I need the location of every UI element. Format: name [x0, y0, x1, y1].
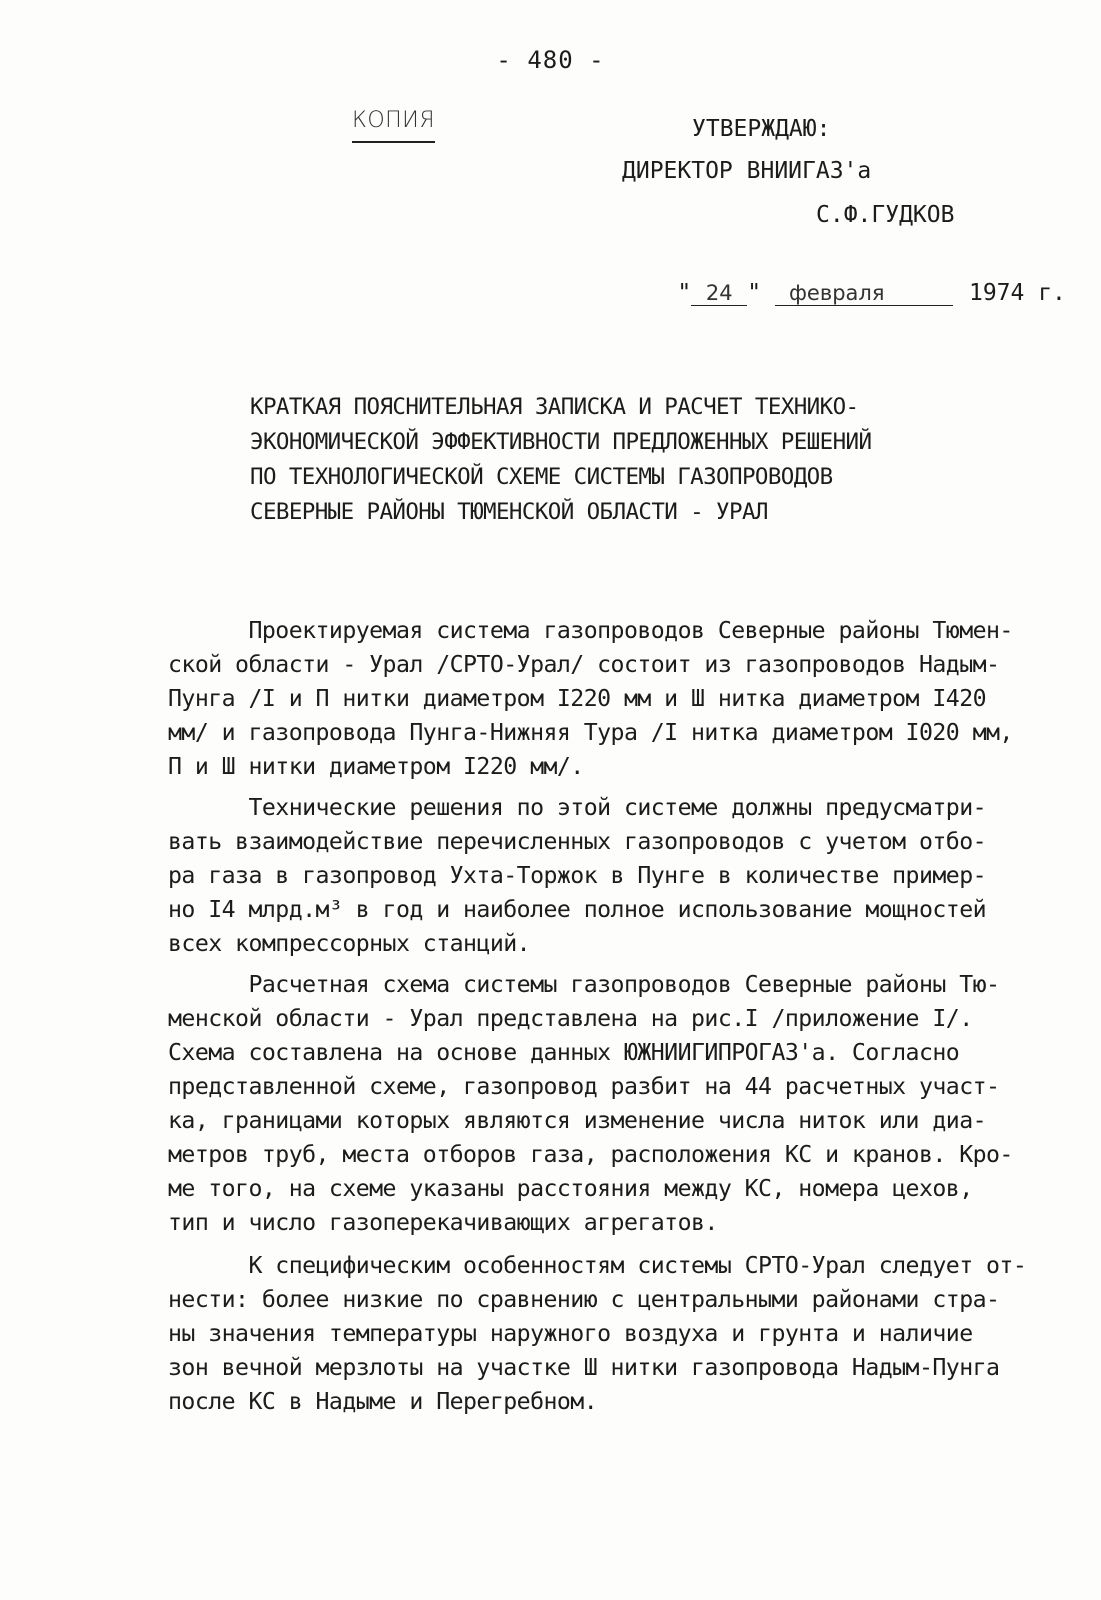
text-line: Схема составлена на основе данных ЮЖНИИГИПРОГАЗ'а. Согласно — [168, 1039, 960, 1066]
date-day: 24 — [691, 281, 747, 306]
title-line: ЭКОНОМИЧЕСКОЙ ЭФФЕКТИВНОСТИ ПРЕДЛОЖЕННЫХ РЕШЕНИЙ — [250, 429, 872, 455]
text-line: ны значения температуры наружного воздуха и грунта и наличие — [168, 1320, 973, 1347]
title-line: СЕВЕРНЫЕ РАЙОНЫ ТЮМЕНСКОЙ ОБЛАСТИ - УРАЛ — [250, 499, 768, 525]
text-line: вать взаимодействие перечисленных газопроводов с учетом отбо- — [168, 828, 987, 855]
text-line: представленной схеме, газопровод разбит на 44 расчетных участ- — [168, 1073, 1000, 1100]
text-line: зон вечной мерзлоты на участке Ш нитки газопровода Надым-Пунга — [168, 1354, 1000, 1381]
text-line: ской области - Урал /СРТО-Урал/ состоит из газопроводов Надым- — [168, 651, 1000, 678]
text-line: П и Ш нитки диаметром I220 мм/. — [168, 753, 584, 780]
copy-stamp: КОПИЯ — [352, 108, 435, 143]
title-line: КРАТКАЯ ПОЯСНИТЕЛЬНАЯ ЗАПИСКА И РАСЧЕТ ТЕХНИКО- — [250, 394, 859, 420]
text-line: менской области - Урал представлена на рис.I /приложение I/. — [168, 1005, 973, 1032]
text-line: мм/ и газопровода Пунга-Нижняя Тура /I нитка диаметром I020 мм, — [168, 719, 1013, 746]
text-line: нести: более низкие по сравнению с центральными районами стра- — [168, 1286, 1000, 1313]
text-line: ме того, на схеме указаны расстояния между КС, номера цехов, — [168, 1175, 973, 1202]
text-line: ка, границами которых являются изменение числа ниток или диа- — [168, 1107, 987, 1134]
approval-signatory: С.Ф.ГУДКОВ — [816, 202, 955, 228]
text-line: Проектируемая система газопроводов Северные районы Тюмен- — [168, 617, 1013, 644]
approval-position: ДИРЕКТОР ВНИИГАЗ'а — [622, 158, 872, 184]
body-paragraph-2 — [168, 791, 1043, 961]
body-paragraph-3 — [168, 968, 1043, 1240]
text-line: ра газа в газопровод Ухта-Торжок в Пунге в количестве пример- — [168, 862, 987, 889]
body-paragraph-1 — [168, 614, 1043, 784]
text-line: метров труб, места отборов газа, расположения КС и кранов. Кро- — [168, 1141, 1013, 1168]
text-line: после КС в Надыме и Перегребном. — [168, 1388, 598, 1415]
approval-heading: УТВЕРЖДАЮ: — [692, 116, 831, 142]
approval-date — [622, 254, 1066, 332]
text-line: Технические решения по этой системе должны предусматри- — [168, 794, 987, 821]
body-paragraph-4 — [168, 1249, 1043, 1419]
date-month: февраля — [775, 281, 953, 306]
title-line: ПО ТЕХНОЛОГИЧЕСКОЙ СХЕМЕ СИСТЕМЫ ГАЗОПРОВОДОВ — [250, 464, 833, 490]
text-line: К специфическим особенностям системы СРТО-Урал следует от- — [168, 1252, 1027, 1279]
date-open-quote: " — [677, 280, 692, 306]
date-year: 1974 г. — [968, 280, 1066, 306]
date-close-quote: " — [747, 280, 762, 306]
text-line: тип и число газоперекачивающих агрегатов. — [168, 1209, 718, 1236]
text-line: Расчетная схема системы газопроводов Северные районы Тю- — [168, 971, 1000, 998]
text-line: Пунга /I и П нитки диаметром I220 мм и Ш нитка диаметром I420 — [168, 685, 987, 712]
document-title — [250, 390, 950, 530]
text-line: всех компрессорных станций. — [168, 930, 531, 957]
page-number: - 480 - — [496, 46, 605, 74]
text-line: но I4 млрд.м³ в год и наиболее полное использование мощностей — [168, 896, 987, 923]
